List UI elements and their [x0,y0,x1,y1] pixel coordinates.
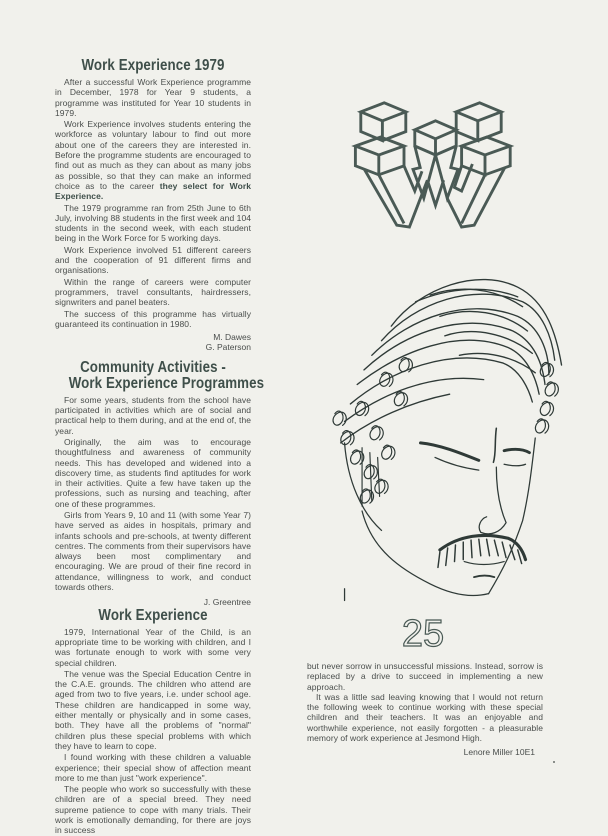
article-body [55,77,251,329]
curls-right [535,362,558,433]
article-body [55,395,251,593]
left-column [55,57,265,836]
paragraph: Work Experience involved 51 different careers and the cooperation of 91 different firms and organisations. [55,244,251,276]
article-body [55,627,251,836]
w-cubes-logo-icon [350,90,530,238]
author-name: G. Paterson [205,342,251,353]
article-title-line-2: Work Experience Programmes [68,374,265,392]
cube-top-right [456,103,501,141]
page-number-text: 25 [401,613,445,652]
paragraph: The success of this programme has virtually guaranteed its continuation in 1980. [55,308,251,329]
article-title-line-1: Community Activities - [80,358,226,376]
paragraph: but never sorrow in unsuccessful missions. Instead, sorrow is replaced by a drive to succeed in implementing a new approach. [307,661,543,692]
bold-phrase: they select for Work Experience. [55,180,251,202]
paragraph: The people who work so successfully with these children are of a special breed. They need supreme patience to cope with many trials. Their work is emotionally demanding, for there are joys in success [55,784,251,836]
portrait-sketch-icon [322,258,587,618]
cube-center [415,121,456,155]
article-title: Work Experience [98,606,208,624]
paragraph: I found working with these children a valuable experience; their special show of affection meant more to me than just "work experience". [55,752,251,783]
article-work-experience [55,608,251,836]
author-name: Lenore Miller 10E1 [463,747,535,758]
face [345,428,536,600]
right-column-continuation [307,661,543,757]
cube-lower-left [355,137,404,175]
article-title: Work Experience 1979 [81,57,225,74]
page-number-outlined [393,612,453,652]
paragraph: It was a little sad leaving knowing that I would not return the following week to continue working with these special children and their teachers. It was an enjoyable and worthwhile experience, not easily forgotten - a pleasurable memory of work experience at Jesmond High. [307,691,543,744]
paragraph-text: Work Experience involves students entering the workforce as voluntary labour to find out more about one of the careers they are interested in. Before the programme students are encouraged to find out as much as they can about as many jobs as possible, so that they can make an informed choice as to the career [55,119,251,191]
paragraph: The venue was the Special Education Centre in the C.A.E. grounds. The children who attend are aged from two to five years, i.e. under school age. These children are handicapped in some way, either mentally or physically and in some cases, both. They have all the problems of "normal" children plus these special problems with which they have to learn to cope. [55,668,251,751]
article-work-experience-1979 [55,58,251,353]
author-signature [55,332,251,353]
paragraph [55,119,251,201]
paragraph: The 1979 programme ran from 25th June to 6th July, involving 88 students in the first week and 104 students in the second week, with each student being in the Work Force for 5 working days. [55,202,251,244]
article-community-activities [55,358,265,608]
print-speck [553,761,555,763]
paragraph: After a successful Work Experience programme in December, 1978 for Year 9 students, a programme was instituted for Year 10 students in 1979. [55,77,251,118]
hair [341,280,562,443]
paragraph: 1979, International Year of the Child, is an appropriate time to be working with children, and I was fortunate enough to work with some very special children. [55,626,251,668]
curls-left [333,358,412,507]
cube-top-left [361,103,406,141]
author-name: M. Dawes [213,332,251,343]
author-name: J. Greentree [203,597,251,608]
paragraph: Within the range of careers were computer programmers, travel consultants, hairdressers, signwriters and panel beaters. [55,276,251,308]
paragraph: For some years, students from the school have participated in activities which are of social and practical help to them during, and at the end of, the year. [55,394,251,436]
paragraph: Girls from Years 9, 10 and 11 (with some Year 7) have served as aides in hospitals, primary and infants schools and pre-schools, at twenty different centres. The comments from their supervisors have always been most complimentary and encouraging. We are proud of their fine record in attendance, willingness to work, and conduct towards others. [55,509,251,593]
paragraph: Originally, the aim was to encourage thoughtfulness and awareness of community needs. This has developed and widened into a discovery time, as students find aptitudes for work in their activities. Quite a few have taken up the professions, such as nursing and teaching, after one of these programmes. [55,436,251,509]
